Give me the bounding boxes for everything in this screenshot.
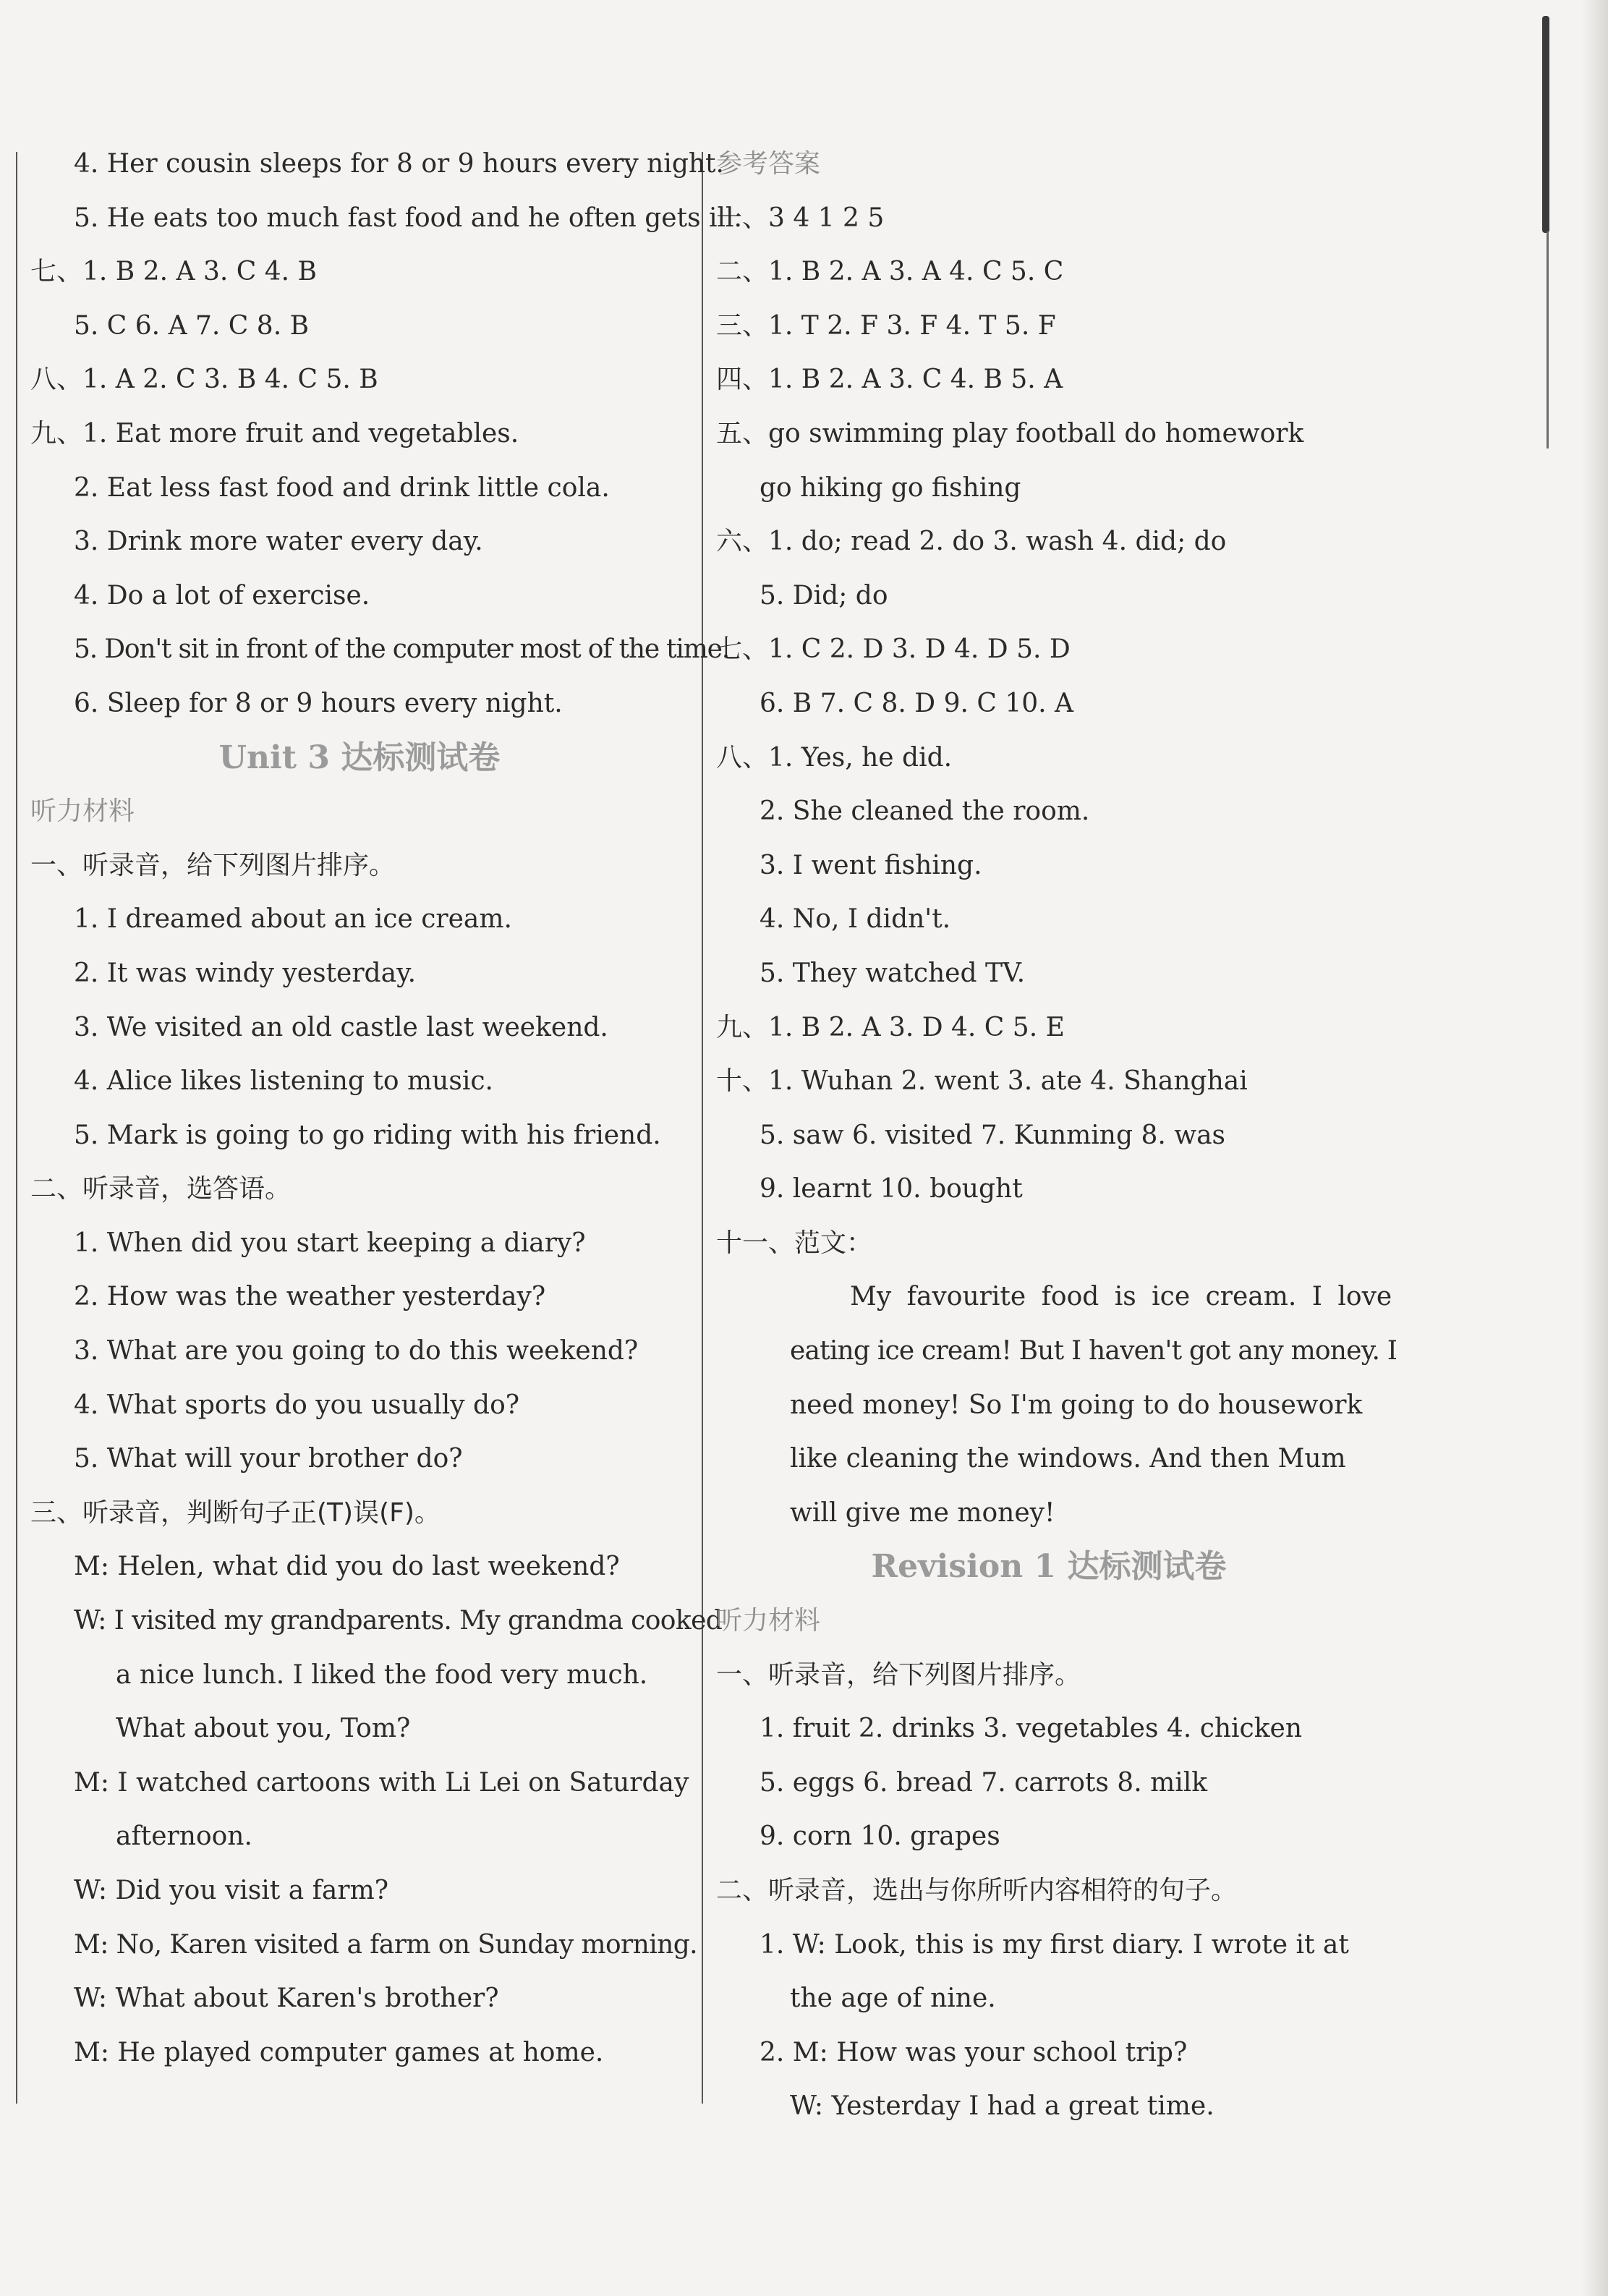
list-item: 2. How was the weather yesterday? xyxy=(74,1282,546,1312)
answer-line: 5. They watched TV. xyxy=(760,958,1026,988)
dialog-line: M: I watched cartoons with Li Lei on Saturday xyxy=(74,1767,689,1798)
revision-title: Revision 1 达标测试卷 xyxy=(871,1548,1227,1586)
answer-line: 五、go swimming play football do homework xyxy=(716,418,1304,448)
list-item: 4. Alice likes listening to music. xyxy=(74,1066,493,1097)
essay-line: eating ice cream! But I haven't got any money. I xyxy=(790,1336,1398,1366)
section-heading: 二、听录音，选答语。 xyxy=(30,1174,292,1204)
answer-line: 4. No, I didn't. xyxy=(760,904,951,935)
answer-line xyxy=(30,353,689,407)
dialog-line: M: He played computer games at home. xyxy=(74,2037,604,2067)
section-heading: 二、听录音，选出与你所听内容相符的句子。 xyxy=(716,1876,1238,1905)
answer-line: 9. learnt 10. bought xyxy=(760,1174,1023,1204)
answer-line: go hiking go fishing xyxy=(760,472,1021,503)
answer-line: 5. saw 6. visited 7. Kunming 8. was xyxy=(760,1120,1226,1150)
answer-line xyxy=(30,245,689,299)
list-item: 5. Mark is going to go riding with his friend. xyxy=(74,1120,661,1150)
list-item: 1. I dreamed about an ice cream. xyxy=(74,904,512,935)
section-number: 七、 xyxy=(30,257,83,287)
left-margin-rule xyxy=(16,152,17,2104)
dialog-line: a nice lunch. I liked the food very much. xyxy=(116,1659,648,1690)
answer-line: 一、3 4 1 2 5 xyxy=(716,203,885,233)
dialog-line: W: I visited my grandparents. My grandma cooked xyxy=(74,1606,723,1636)
list-item: 5. What will your brother do? xyxy=(74,1444,463,1474)
right-column xyxy=(716,137,1398,2134)
answer-line xyxy=(30,407,689,462)
list-item: 5. eggs 6. bread 7. carrots 8. milk xyxy=(760,1767,1208,1798)
dialog-line: M: No, Karen visited a farm on Sunday morning. xyxy=(74,1929,697,1960)
listening-heading: 听力材料 xyxy=(30,796,135,827)
listening-heading: 听力材料 xyxy=(716,1606,821,1636)
answer-line: 6. Sleep for 8 or 9 hours every night. xyxy=(74,688,563,718)
unit3-title: Unit 3 达标测试卷 xyxy=(218,739,501,776)
answer-line: 九、1. B 2. A 3. D 4. C 5. E xyxy=(716,1012,1065,1042)
answers-heading: 参考答案 xyxy=(716,149,821,179)
section-number: 九、 xyxy=(30,418,83,448)
list-item: 4. What sports do you usually do? xyxy=(74,1390,520,1420)
essay-line: need money! So I'm going to do housework xyxy=(790,1390,1363,1420)
answer-line: 2. She cleaned the room. xyxy=(760,796,1090,827)
answer-text: 1. A 2. C 3. B 4. C 5. B xyxy=(82,365,378,395)
list-item: 1. When did you start keeping a diary? xyxy=(74,1228,586,1258)
list-item: 3. We visited an old castle last weekend. xyxy=(74,1012,608,1042)
dialog-line: afternoon. xyxy=(116,1821,252,1852)
answer-line: 七、1. C 2. D 3. D 4. D 5. D xyxy=(716,634,1071,665)
answer-line: 六、1. do; read 2. do 3. wash 4. did; do xyxy=(716,527,1227,557)
answer-line: 5. C 6. A 7. C 8. B xyxy=(74,310,310,341)
section-heading: 三、听录音，判断句子正(T)误(F)。 xyxy=(30,1497,441,1528)
essay-line: will give me money! xyxy=(790,1497,1055,1528)
answer-line: 十、1. Wuhan 2. went 3. ate 4. Shanghai xyxy=(716,1066,1248,1097)
list-item: 1. fruit 2. drinks 3. vegetables 4. chicken xyxy=(760,1714,1303,1744)
section-heading: 一、听录音，给下列图片排序。 xyxy=(716,1659,1081,1690)
scan-mark xyxy=(1542,16,1549,233)
answer-line: 八、1. Yes, he did. xyxy=(716,742,953,773)
column-divider xyxy=(702,152,703,2104)
answer-line: 二、1. B 2. A 3. A 4. C 5. C xyxy=(716,257,1064,287)
answer-line: 3. I went fishing. xyxy=(760,850,982,880)
answer-line: 2. Eat less fast food and drink little cola. xyxy=(74,472,610,503)
dialog-line: M: Helen, what did you do last weekend? xyxy=(74,1552,620,1582)
left-column xyxy=(30,137,742,2080)
answer-line: 三、1. T 2. F 3. F 4. T 5. F xyxy=(716,310,1056,341)
answer-line: 5. Did; do xyxy=(760,580,888,611)
list-item: 3. What are you going to do this weekend? xyxy=(74,1336,639,1366)
answer-text: 1. Eat more fruit and vegetables. xyxy=(82,418,519,448)
answer-line: 5. Don't sit in front of the computer most of the time. xyxy=(74,634,730,665)
list-item: 9. corn 10. grapes xyxy=(760,1821,1000,1852)
dialog-line: W: Yesterday I had a great time. xyxy=(790,2091,1214,2122)
dialog-line: 1. W: Look, this is my first diary. I wrote it at xyxy=(760,1929,1349,1960)
dialog-line: the age of nine. xyxy=(790,1984,996,2014)
list-item: 2. It was windy yesterday. xyxy=(74,958,417,988)
dialog-line: 2. M: How was your school trip? xyxy=(760,2037,1188,2067)
section-number: 八、 xyxy=(30,365,83,395)
answer-line: 四、1. B 2. A 3. C 4. B 5. A xyxy=(716,365,1063,395)
dialog-line: What about you, Tom? xyxy=(116,1714,411,1744)
scan-mark-thin xyxy=(1547,231,1549,448)
answer-line: 3. Drink more water every day. xyxy=(74,527,483,557)
section-heading: 一、听录音，给下列图片排序。 xyxy=(30,850,396,880)
essay-line: like cleaning the windows. And then Mum xyxy=(790,1444,1346,1474)
page-edge-shadow xyxy=(1582,0,1608,2296)
dialog-line: W: What about Karen's brother? xyxy=(74,1984,499,2014)
answer-line: 4. Do a lot of exercise. xyxy=(74,580,370,611)
answer-line: 6. B 7. C 8. D 9. C 10. A xyxy=(760,688,1074,718)
answer-text: 1. B 2. A 3. C 4. B xyxy=(82,257,317,287)
text-line: 4. Her cousin sleeps for 8 or 9 hours every night. xyxy=(74,149,724,179)
dialog-line: W: Did you visit a farm? xyxy=(74,1876,389,1905)
answer-line: 十一、范文： xyxy=(716,1228,873,1258)
text-line: 5. He eats too much fast food and he often gets ill. xyxy=(74,203,742,233)
essay-line: My favourite food is ice cream. I love xyxy=(850,1282,1392,1312)
